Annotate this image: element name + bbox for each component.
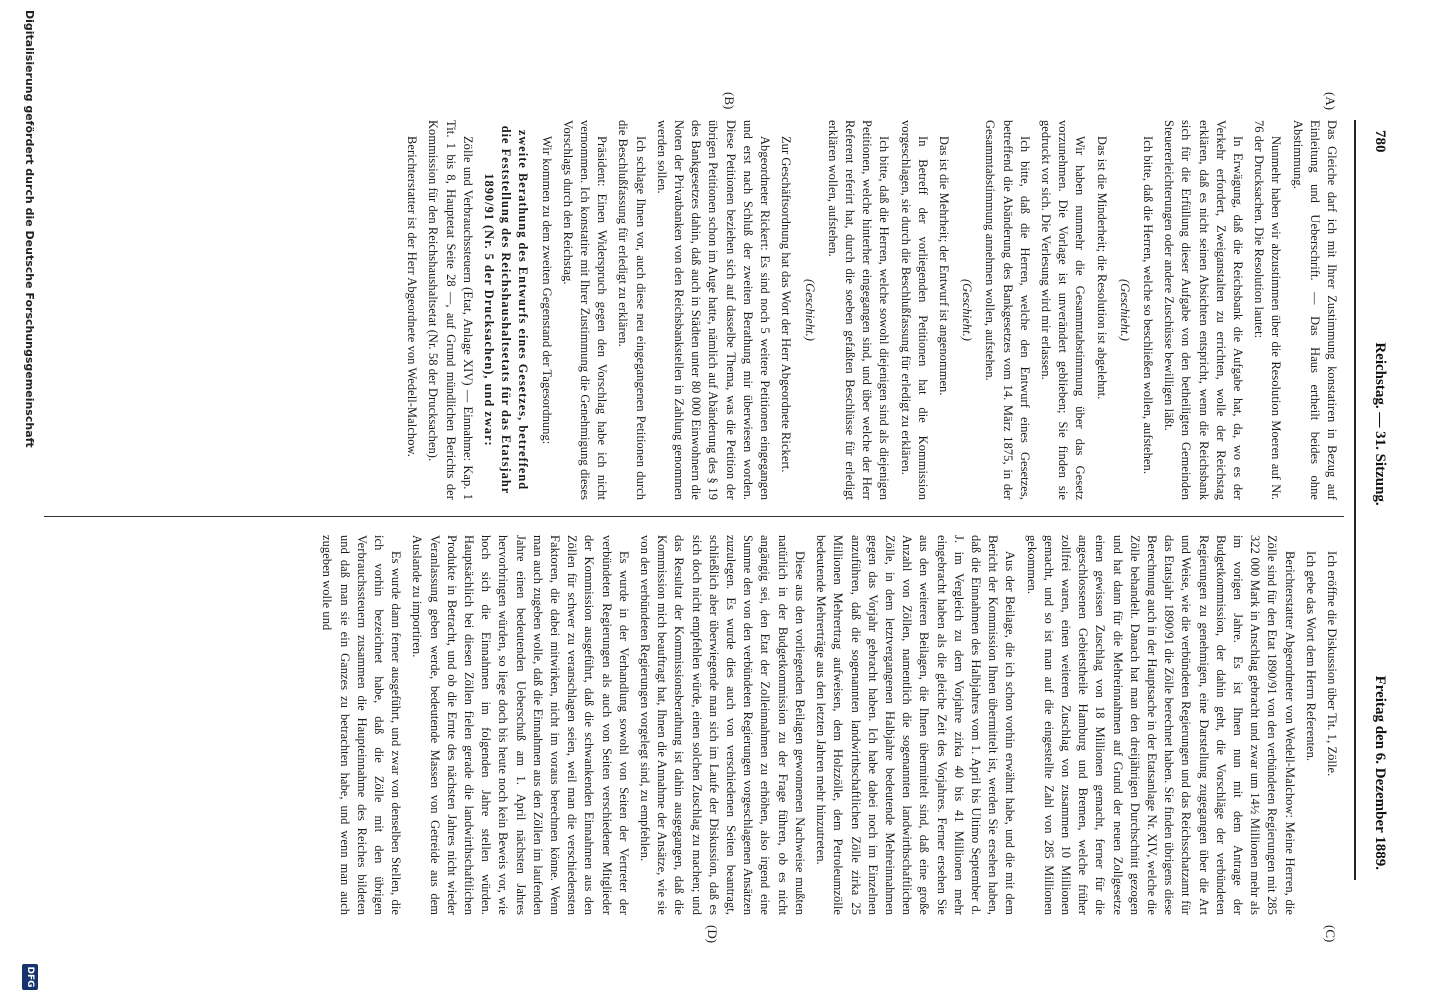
margin-mark-c: (C) [1323,925,1338,943]
paragraph: In Betreff der vorliegenden Petitionen hat die Kommission vorgeschlagen, sie durch die Beschlußfassung für erledigt zu erklären. [898,120,930,500]
column-divider [44,516,1344,518]
paragraph: Ich bitte, daß die Herren, welche den Entwurf eines Gesetzes, betreffend die Abänderung des Bankgesetzes vom 14. März 1875, in der Gesammtabstimmung annehmen wollen, aufstehen. [983,120,1032,500]
right-column [314,535,1340,915]
paragraph: Diese aus den vorliegenden Beilagen gewonnenen Nachweise mußten natürlich in der Budgetkommission zu der Frage führen, ob es nicht angängig sei, den Etat der Zolleinnahmen zu erhöhen, also irgend eine Summe den von den verbündeten Regierungen vorgeschlagenen Ansätzen zuzulegen. Es wurde dies auch von verschiedenen Seiten beantragt, schließlich aber überwiegende man sich im Laufe der Diskussion, daß es sich doch nicht empfehlen würde, einen solchen Zuschlag zu machen; und das Resultat der Kommissionsberathung ist dahin ausgegangen, daß die Kommission mich beauftragt hat, Ihnen die Annahme der Ansätze, wie sie von den verbündeten Regierungen vorgelegt sind, zu empfehlen. [638,535,807,915]
dfg-logo: DFG [22,964,38,990]
header-left-title: Reichstag. — 31. Sitzung. [1372,342,1388,506]
stage-direction: (Geschieht.) [802,278,817,342]
margin-mark-d: (D) [705,925,720,944]
stage-direction: (Geschieht.) [1117,278,1132,342]
paragraph: Präsident: Einen Widerspruch gegen den Vorschlag habe ich nicht vernommen. Ich konstatire mit Ihrer Zustimmung die Genehmigung dieses Vorschlags durch den Reichstag. [560,120,610,500]
paragraph: Zur Geschäftsordnung hat das Wort der Herr Abgeordnete Rickert. [779,136,794,473]
paragraph: Das ist die Minderheit; die Resolution ist abgelehnt. [1094,136,1109,400]
paragraph: Nunmehr haben wir abzustimmen über die Resolution Moeren auf Nr. 76 der Drucksachen. Die Resolution lautet: [1252,120,1284,500]
paragraph: Ich eröffne die Diskussion über Tit. 1, Zölle. [1325,551,1339,777]
stage-direction: (Geschieht.) [960,278,975,342]
paragraph: Berichterstatter ist der Herr Abgeordnete von Wedell-Malchow. [405,136,420,457]
paragraph: Wir kommen zu dem zweiten Gegenstand der Tagesordnung: [539,136,554,445]
paragraph: Ich schlage Ihnen vor, auch diese neu eingegangenen Petitionen durch die Beschlußfassung für erledigt zu erklären. [616,120,648,500]
paragraph: Das ist die Mehrheit; der Entwurf ist angenommen. [936,136,951,396]
paragraph: Das Gleiche darf ich mit Ihrer Zustimmung konstatiren in Bezug auf Einleitung und Ueberschrift. — Das Haus ertheilt beides ohne Abstimmung. [1290,120,1339,500]
header-right-title: Freitag den 6. Dezember 1889. [1372,675,1388,870]
paragraph: Berichterstatter Abgeordneter von Wedell-Malchow: Meine Herren, die Zölle sind für den Etat 1890/91 von den verbündeten Regierungen mit 285 322 000 Mark in Anschlag gebracht und zwar um 14½ Millionen mehr als im vorigen Jahre. Es ist Ihnen nun mit dem Antrage der Budgetkommission, der dahin geht, die Vorschläge der verbündeten Regierungen zu genehmigen, eine Darstellung zugegangen über die Art und Weise, wie die verbündeten Regierungen und das Reichsschatzamt für das Etatsjahr 1890/91 die Zölle berechnet haben. Sie finden übrigens diese Berechnung auch in der Hauptsache in der Etatsanlage Nr. XIV, welche die Zölle behandelt. Danach hat man den dreijährigen Durchschnitt gezogen und hat dann für die Mehreinnahmen auf Grund der neuen Zollgesetze einen gewissen Zuschlag von 18 Millionen gemacht, ferner für die angeschlossenen Gebietstheile Hamburg und Bremen, welche früher zollfrei waren, einen weiteren Zuschlag von zusammen 10 Millionen gemacht, und so ist man auf die eingestellte Zahl von 285 Millionen gekommen. [1024,535,1297,915]
agenda-heading: zweite Berathung des Entwurfs eines Gesetzes, betreffend die Feststellung des Reichshaushaltsetats für das Etatsjahr 1890/91 (Nr. 5 der Drucksachen), und zwar: [482,125,531,495]
page-number: 780 [1372,130,1388,153]
paragraph: Ich bitte, daß die Herren, welche so beschließen wollen, aufstehen. [1140,136,1155,475]
margin-mark-a: (A) [1323,92,1338,111]
paragraph: Es wurde in der Verhandlung sowohl von Seiten der Vertreter der verbündeten Regierungen als auch von Seiten verschiedener Mitglieder der Kommission ausgeführt, daß die schwankenden Einnahmen aus den Zöllen für schwer zu veranschlagen seien, weil man die verschiedensten Faktoren, die dabei mitwirken, nicht im voraus berechnen könne. Wenn man auch zugeben wolle, daß die Einnahmen aus den Zöllen im laufenden Jahre einen bedeutenden Ueberschuß am 1. April nächsten Jahres hervorbringen würden, so liege doch bis heute noch kein Beweis vor, wie hoch sich die Einnahmen im folgenden Jahre stellen würden. Hauptsächlich bei diesen Zöllen fielen gerade die landwirthschaftlichen Produkte in Betracht, und ob die Ernte des nächsten Jahres nicht wieder Veranlassung geben werde, bedeutende Massen von Getreide aus dem Auslande zu importiren. [410,535,631,915]
left-column [399,120,1340,500]
paragraph: Ich gebe das Wort dem Herrn Referenten. [1303,551,1318,762]
paragraph: Wir haben nunmehr die Gesammtabstimmung über das Gesetz vorzunehmen. Die Vorlage ist unverändert geblieben; Sie finden sie gedruckt vor sich. Die Verlesung wird mir erlassen. [1038,120,1088,500]
paragraph: Ich bitte, daß die Herren, welche sowohl diejenigen sind als diejenigen Petitionen, welche hinterher eingegangen sind, und über welche der Herr Referent referirt hat, durch die soeben gefaßten Beschlüsse für erledigt erklären wollen, aufstehen. [825,120,892,500]
paragraph: In Erwägung, daß die Reichsbank die Aufgabe hat, da, wo es der Verkehr erfordert, Zweiganstalten zu errichten, wolle der Reichstag erklären, daß es nicht seinen Absichten entspricht, wenn die Reichsbank sich für die Erfüllung dieser Aufgabe von den betheiligten Gemeinden Steuererleichterungen oder andere Zuschüsse bewilligen läßt. [1162,120,1245,500]
paragraph: Abgeordneter Rickert: Es sind noch 5 weitere Petitionen eingegangen und erst nach Schluß der zweiten Berathung mir überwiesen worden. Diese Petitionen beziehen sich auf dasselbe Thema, was die Petition der übrigen Petitionen schon im Auge hatte, nämlich auf Abänderung des § 19 des Bankgesetzes dahin, daß auch in Städten unter 80 000 Einwohnern die Noten der Privatbanken von den Reichsbankstellen in Zahlung genommen werden sollen. [654,120,773,500]
paragraph: Zölle und Verbrauchssteuern (Etat, Anlage XIV) — Einnahme: Kap. 1 Tit. 1 bis 8, Hauptetat Seite 28 —, auf Grund mündlichen Berichts der Kommission für den Reichshaushaltsetat (Nr. 58 der Drucksachen). [426,120,475,500]
digitization-credit [16,0,40,1000]
paragraph: Aus der Beilage, die ich schon vorhin erwähnt habe, und die mit dem Bericht der Kommission Ihnen übermittelt ist, werden Sie ersehen haben, daß die Einnahmen des Halbjahres vom 1. April bis Ultimo September d. J. im Vergleich zu dem Vorjahre zirka 40 bis 41 Millionen mehr eingebracht haben als die gleiche Zeit des Vorjahres. Ferner ersehen Sie aus den weiteren Beilagen, die Ihnen übermittelt sind, daß eine große Anzahl von Zöllen, namentlich die sogenannten landwirthschaftlichen Zölle, in dem letztvergangenen Halbjahre bedeutende Mehreinnahmen gegen das Vorjahr gebracht haben. Ich habe dabei noch im Einzelnen anzuführen, daß die sogenannten landwirthschaftlichen Zölle zirka 25 Millionen Mehrertrag aufweisen, dem Holzzölle, dem Petroleumzölle bedeutende Mehrerträge aus den letzten Jahren mehr hinzutreten. [814,535,1018,915]
credit-text: Digitalisierung gefördert durch die Deutsche Forschungsgemeinschaft [23,10,36,448]
paragraph: Es wurde dann ferner ausgeführt, und zwar von denselben Stellen, die ich vorhin bezeichnet habe, daß die Zölle mit den übrigen Verbrauchssteuern zusammen die Haupteinnahme des Reiches bildeten und daß man sie ein Ganzes zu betrachten habe, und wenn man auch zugeben wolle und [320,535,404,915]
page-header [1354,120,1396,880]
margin-mark-b: (B) [722,92,737,110]
